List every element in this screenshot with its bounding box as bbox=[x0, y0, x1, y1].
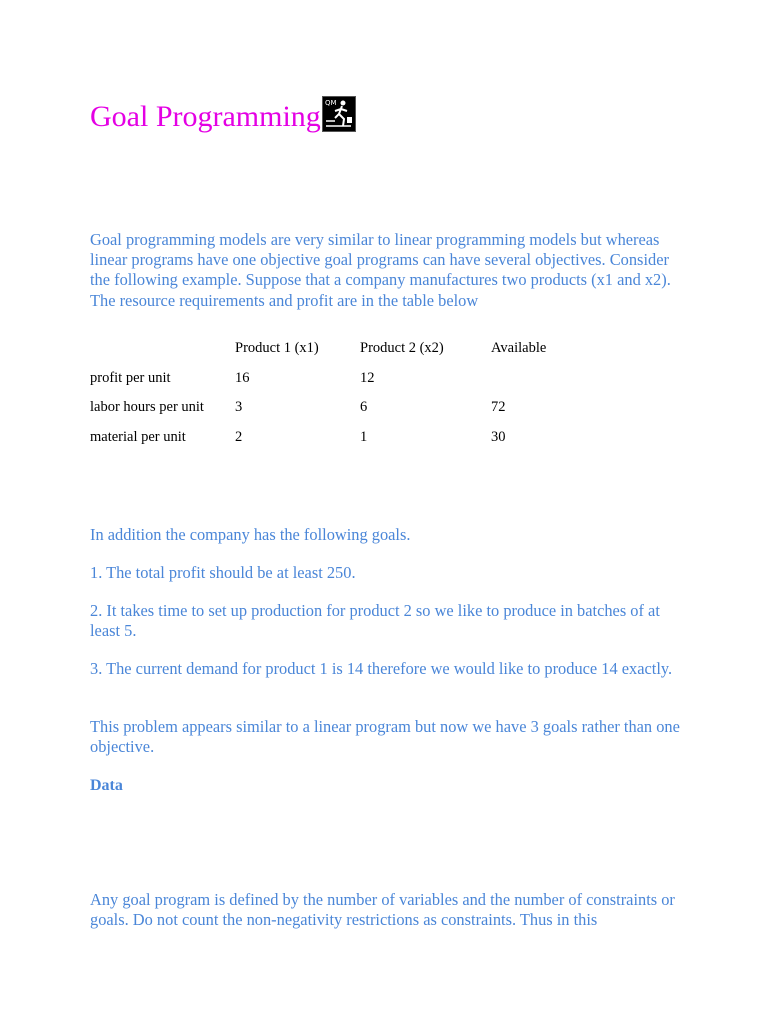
table-cell: 16 bbox=[235, 369, 250, 386]
table-cell: 72 bbox=[491, 399, 506, 416]
table-row bbox=[90, 393, 581, 423]
table-cell: 3 bbox=[235, 399, 243, 416]
table-cell: material per unit bbox=[90, 428, 186, 445]
table-cell bbox=[491, 364, 581, 394]
data-heading: Data bbox=[90, 777, 123, 794]
table-row bbox=[90, 364, 581, 394]
table-header-cell: Available bbox=[491, 340, 547, 357]
table-header-row bbox=[90, 334, 581, 364]
table-cell: 2 bbox=[235, 428, 243, 445]
table-header-cell: Product 2 (x2) bbox=[360, 340, 444, 357]
table-cell: profit per unit bbox=[90, 369, 171, 386]
qm-runner-icon[interactable] bbox=[322, 96, 356, 132]
closing-paragraph: Any goal program is defined by the number of variables and the number of constraints or goals. Do not count the non-negativity restrictions as constraints. Thus in this bbox=[90, 890, 675, 930]
table-cell: 30 bbox=[491, 428, 506, 445]
page-title: Goal Programming bbox=[90, 100, 321, 133]
intro-paragraph: Goal programming models are very similar to linear programming models but whereas linear programs have one objective goal programs can have several objectives. Consider the following example. Suppose that a company manufactures two products (x1 and x2). The resource requirements and profit are in the table below bbox=[90, 230, 671, 310]
goal-2-paragraph: 2. It takes time to set up production for product 2 so we like to produce in batches of at least 5. bbox=[90, 601, 660, 641]
table-cell: 6 bbox=[360, 399, 368, 416]
table-header-cell bbox=[90, 334, 235, 364]
title-row bbox=[90, 92, 356, 134]
goals-intro-paragraph: In addition the company has the following goals. bbox=[90, 525, 411, 544]
goal-3-paragraph: 3. The current demand for product 1 is 14 therefore we would like to produce 14 exactly. bbox=[90, 659, 673, 678]
resource-table bbox=[90, 334, 581, 452]
table-cell: 12 bbox=[360, 369, 375, 386]
table-header-cell: Product 1 (x1) bbox=[235, 340, 319, 357]
goal-1-paragraph: 1. The total profit should be at least 250. bbox=[90, 563, 356, 582]
summary-paragraph: This problem appears similar to a linear program but now we have 3 goals rather than one objective. bbox=[90, 717, 680, 757]
table-row bbox=[90, 423, 581, 453]
table-cell: 1 bbox=[360, 428, 368, 445]
table-cell: labor hours per unit bbox=[90, 399, 204, 416]
svg-text:QM: QM bbox=[324, 99, 337, 107]
